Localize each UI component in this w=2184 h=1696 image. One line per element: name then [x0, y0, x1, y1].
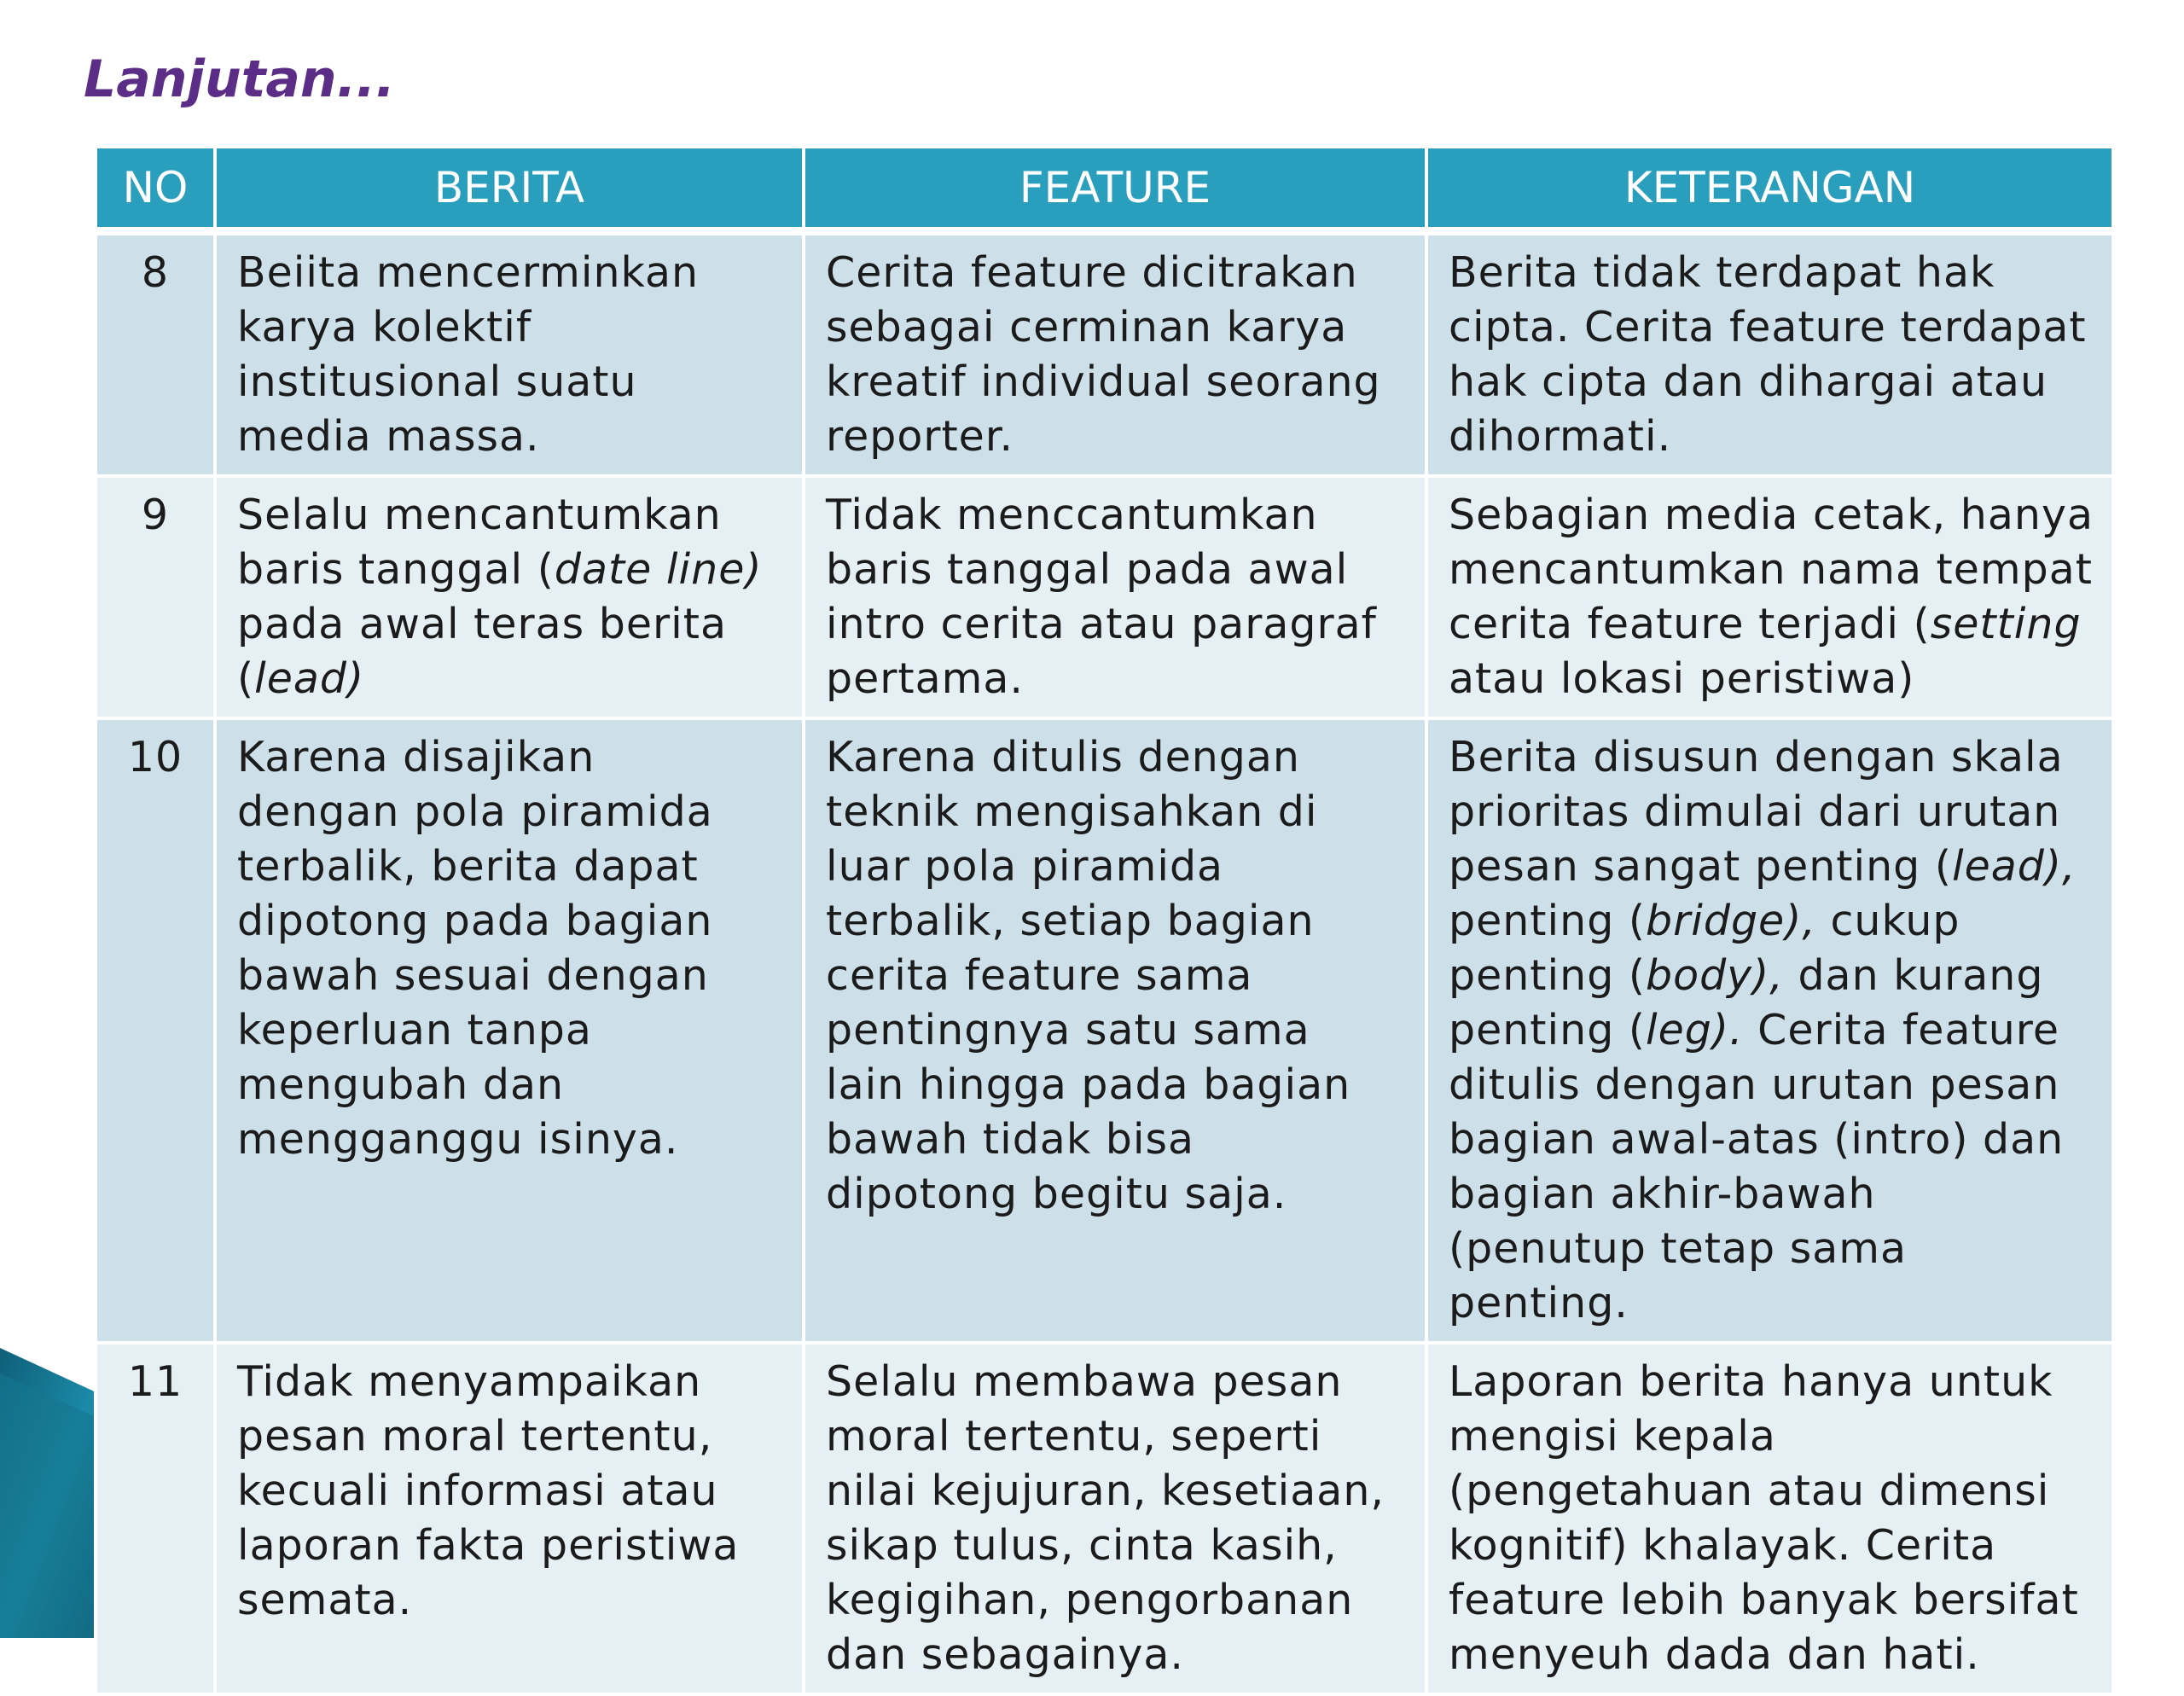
text-run: atau lokasi peristiwa)	[1449, 654, 1915, 703]
row-number: 11	[96, 1343, 215, 1694]
table-row	[96, 231, 2113, 476]
feature-cell: Cerita feature dicitrakan sebagai cerminan karya kreatif individual seorang reporter.	[804, 231, 1426, 476]
text-run: Selalu mencantumkan baris tanggal (	[237, 491, 722, 594]
table-row	[96, 1343, 2113, 1694]
text-run-italic: bridge),	[1645, 897, 1816, 945]
text-run-italic: leg).	[1645, 1006, 1744, 1054]
text-run-italic: date line)	[554, 545, 763, 594]
keterangan-cell: Laporan berita hanya untuk mengisi kepala (pengetahuan atau dimensi kognitif) khalayak. Cerita feature lebih banyak bersifat menyeuh dada dan hati.	[1426, 1343, 2113, 1694]
header-no: NO	[96, 147, 215, 231]
berita-cell: Beiita mencerminkan karya kolektif institusional suatu media massa.	[215, 231, 804, 476]
table-header-row	[96, 147, 2113, 231]
text-run: Cerita feature ditulis dengan urutan pesan bagian awal-atas (intro) dan bagian akhir-bawah (penutup tetap sama penting.	[1449, 1006, 2065, 1327]
berita-cell: Tidak menyampaikan pesan moral tertentu, kecuali informasi atau laporan fakta peristiwa semata.	[215, 1343, 804, 1694]
berita-cell: Karena disajikan dengan pola piramida terbalik, berita dapat dipotong pada bagian bawah sesuai dengan keperluan tanpa mengubah dan mengganggu isinya.	[215, 718, 804, 1343]
text-run-italic: setting	[1930, 600, 2082, 648]
feature-cell: Selalu membawa pesan moral tertentu, seperti nilai kejujuran, kesetiaan, sikap tulus, cinta kasih, kegigihan, pengorbanan dan sebagainya.	[804, 1343, 1426, 1694]
text-run-italic: lead)	[254, 654, 365, 703]
feature-cell: Karena ditulis dengan teknik mengisahkan di luar pola piramida terbalik, setiap bagian cerita feature sama pentingnya satu sama lain hingga pada bagian bawah tidak bisa dipotong begitu saja.	[804, 718, 1426, 1343]
text-run: penting (	[1449, 897, 1646, 945]
keterangan-cell	[1426, 718, 2113, 1343]
feature-cell: Tidak menccantumkan baris tanggal pada awal intro cerita atau paragraf pertama.	[804, 476, 1426, 718]
row-number: 10	[96, 718, 215, 1343]
page-title: Lanjutan...	[84, 49, 395, 109]
text-run: Sebagian media cetak, hanya mencantumkan nama tempat cerita feature terjadi (	[1449, 491, 2094, 648]
text-run: Berita disusun dengan skala prioritas dimulai dari urutan pesan sangat penting (	[1449, 733, 2064, 891]
header-berita: BERITA	[215, 147, 804, 231]
text-run: cukup penting (	[1449, 897, 1960, 1000]
keterangan-cell: Berita tidak terdapat hak cipta. Cerita feature terdapat hak cipta dan dihargai atau dihormati.	[1426, 231, 2113, 476]
table-row	[96, 718, 2113, 1343]
row-number: 9	[96, 476, 215, 718]
text-run: pada awal teras berita (	[237, 600, 728, 703]
text-run-italic: body),	[1645, 951, 1784, 1000]
text-run: dan kurang penting (	[1449, 951, 2044, 1054]
header-keterangan: KETERANGAN	[1426, 147, 2113, 231]
table-row	[96, 476, 2113, 718]
row-number: 8	[96, 231, 215, 476]
header-feature: FEATURE	[804, 147, 1426, 231]
berita-cell	[215, 476, 804, 718]
text-run-italic: lead),	[1951, 842, 2077, 891]
comparison-table	[94, 145, 2115, 1696]
keterangan-cell	[1426, 476, 2113, 718]
